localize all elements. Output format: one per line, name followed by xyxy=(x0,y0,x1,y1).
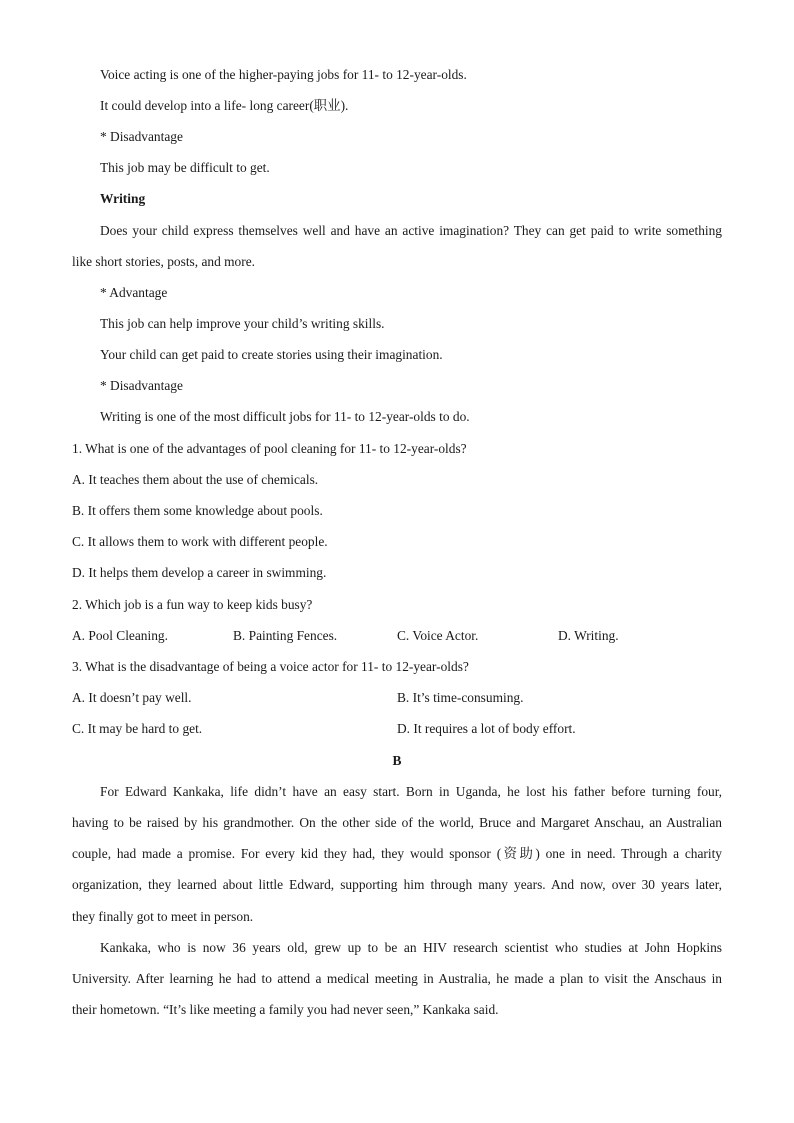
writing-heading: Writing xyxy=(100,191,146,206)
question-1-option-a: A. It teaches them about the use of chemicals. xyxy=(72,472,319,487)
voice-disadvantage-line-1: This job may be difficult to get. xyxy=(100,160,270,175)
passage-b-p1-line-2: having to be raised by his grandmother. On the other side of the world, Bruce and Margaret Anschau, an Australian xyxy=(72,815,722,830)
passage-b-p2-line-3: their hometown. “It’s like meeting a family you had never seen,” Kankaka said. xyxy=(72,1002,499,1017)
question-3-stem: 3. What is the disadvantage of being a voice actor for 11- to 12-year-olds? xyxy=(72,659,469,674)
voice-advantage-line-2: It could develop into a life- long career(职业). xyxy=(100,98,349,113)
question-3-option-c: C. It may be hard to get. xyxy=(72,721,203,736)
passage-b-p2-line-1: Kankaka, who is now 36 years old, grew up to be an HIV research scientist who studies at John Hopkins xyxy=(100,940,722,955)
voice-disadvantage-label: * Disadvantage xyxy=(100,129,183,144)
writing-advantage-line-2: Your child can get paid to create stories using their imagination. xyxy=(100,347,443,362)
question-3-option-d: D. It requires a lot of body effort. xyxy=(397,721,576,736)
question-1-stem: 1. What is one of the advantages of pool cleaning for 11- to 12-year-olds? xyxy=(72,441,467,456)
passage-b-p1-line-3: couple, had made a promise. For every kid they had, they would sponsor (资助) one in need. Through a charity xyxy=(72,846,722,861)
voice-advantage-line-1: Voice acting is one of the higher-paying jobs for 11- to 12-year-olds. xyxy=(100,67,467,82)
writing-disadvantage-label: * Disadvantage xyxy=(100,378,183,393)
question-2-option-d: D. Writing. xyxy=(558,628,619,643)
passage-b-p1-line-5: they finally got to meet in person. xyxy=(72,909,254,924)
question-2-option-b: B. Painting Fences. xyxy=(233,628,338,643)
writing-disadvantage-line-1: Writing is one of the most difficult jobs for 11- to 12-year-olds to do. xyxy=(100,409,470,424)
passage-b-p1-line-1: For Edward Kankaka, life didn’t have an easy start. Born in Uganda, he lost his father before turning four, xyxy=(100,784,722,799)
writing-intro-line-1: Does your child express themselves well and have an active imagination? They can get paid to write something xyxy=(100,223,722,238)
question-3-option-a: A. It doesn’t pay well. xyxy=(72,690,192,705)
question-1-option-d: D. It helps them develop a career in swimming. xyxy=(72,565,327,580)
question-2-option-a: A. Pool Cleaning. xyxy=(72,628,168,643)
question-1-option-c: C. It allows them to work with different people. xyxy=(72,534,328,549)
passage-b-p2-line-2: University. After learning he had to attend a medical meeting in Australia, he made a plan to visit the Anschaus in xyxy=(72,971,722,986)
section-b-heading: B xyxy=(392,753,402,768)
question-2-option-c: C. Voice Actor. xyxy=(397,628,479,643)
question-2-stem: 2. Which job is a fun way to keep kids busy? xyxy=(72,597,313,612)
question-3-option-b: B. It’s time-consuming. xyxy=(397,690,524,705)
passage-b-p1-line-4: organization, they learned about little Edward, supporting him through many years. And now, over 30 years later, xyxy=(72,877,722,892)
question-1-option-b: B. It offers them some knowledge about pools. xyxy=(72,503,323,518)
writing-intro-line-2: like short stories, posts, and more. xyxy=(72,254,255,269)
writing-advantage-line-1: This job can help improve your child’s writing skills. xyxy=(100,316,385,331)
writing-advantage-label: * Advantage xyxy=(100,285,168,300)
